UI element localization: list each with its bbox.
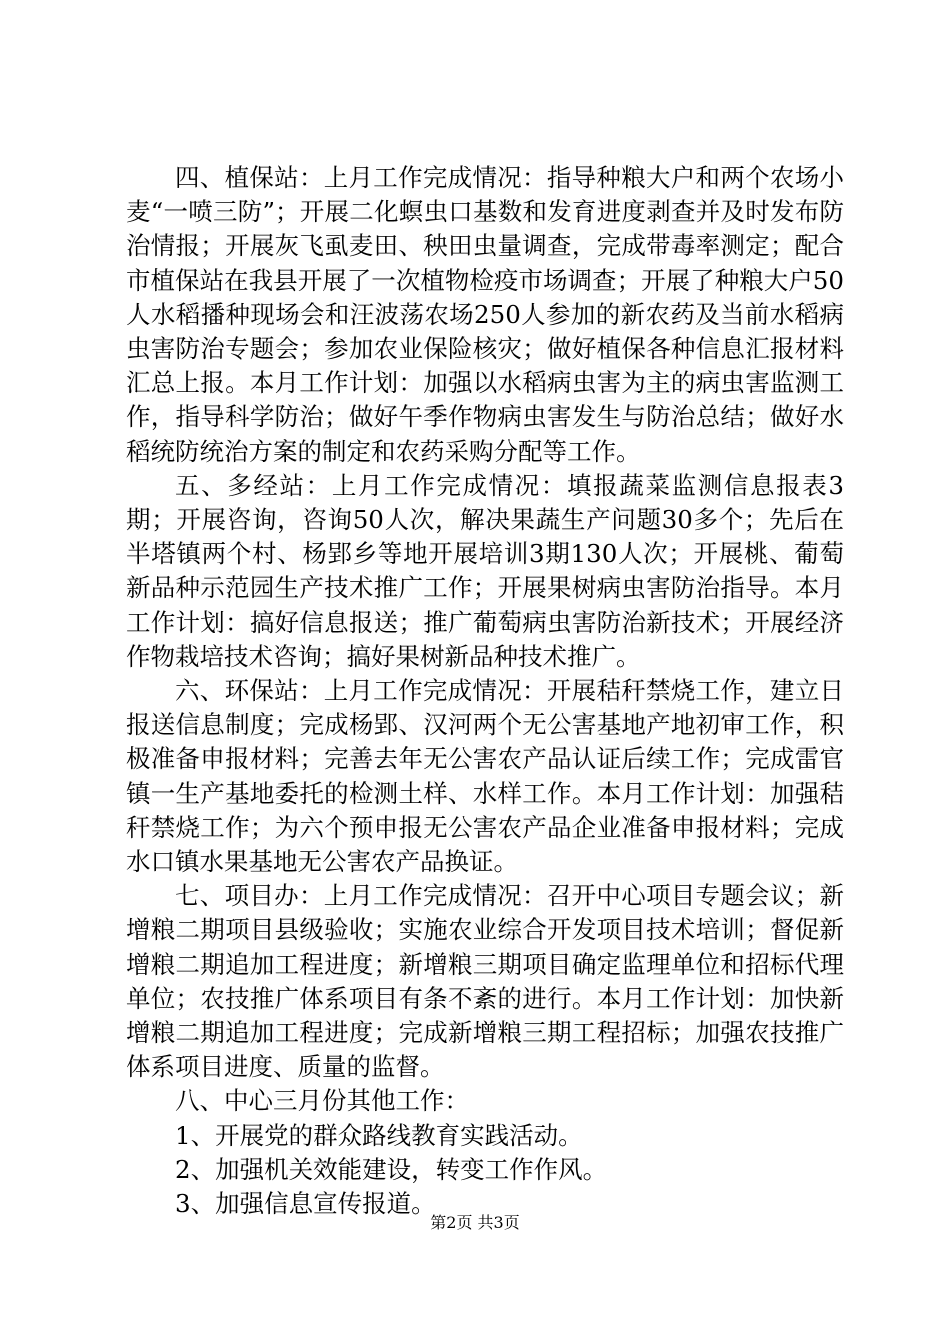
page-number-footer: 第2页 共3页 bbox=[430, 1213, 520, 1232]
paragraph-plant-protection: 四、植保站：上月工作完成情况：指导种粮大户和两个农场小麦“一喷三防”；开展二化螟虫口基数和发育进度剥查并及时发布防治情报；开展灰飞虱麦田、秧田虫量调查，完成带毒率测定；配合市植保站在我县开展了一次植物检疫市场调查；开展了种粮大户50人水稻播种现场会和汪波荡农场250人参加的新农药及当前水稻病虫害防治专题会；参加农业保险核灾；做好植保各种信息汇报材料汇总上报。本月工作计划：加强以水稻病虫害为主的病虫害监测工作，指导科学防治；做好午季作物病虫害发生与防治总结；做好水稻统防统治方案的制定和农药采购分配等工作。 bbox=[126, 163, 844, 466]
other-work-item: 1、开展党的群众路线教育实践活动。 bbox=[175, 1120, 583, 1150]
paragraph-project-office: 七、项目办：上月工作完成情况：召开中心项目专题会议；新增粮二期项目县级验收；实施农业综合开发项目技术培训；督促新增粮二期追加工程进度；新增粮三期项目确定监理单位和招标代理单位；农技推广体系项目有条不紊的进行。本月工作计划：加快新增粮二期追加工程进度；完成新增粮三期工程招标；加强农技推广体系项目进度、质量的监督。 bbox=[126, 881, 844, 1082]
document-body bbox=[126, 161, 844, 1221]
paragraph-environmental-protection: 六、环保站：上月工作完成情况：开展秸秆禁烧工作，建立日报送信息制度；完成杨郢、汉河两个无公害基地产地初审工作，积极准备申报材料；完善去年无公害农产品认证后续工作；完成雷官镇一生产基地委托的检测土样、水样工作。本月工作计划：加强秸秆禁烧工作；为六个预申报无公害农产品企业准备申报材料；完成水口镇水果基地无公害农产品换证。 bbox=[126, 676, 844, 877]
paragraph-diversified-economy: 五、多经站：上月工作完成情况：填报蔬菜监测信息报表3期；开展咨询，咨询50人次，解决果蔬生产问题30多个；先后在半塔镇两个村、杨郢乡等地开展培训3期130人次；开展桃、葡萄新品种示范园生产技术推广工作；开展果树病虫害防治指导。本月工作计划：搞好信息报送；推广葡萄病虫害防治新技术；开展经济作物栽培技术咨询；搞好果树新品种技术推广。 bbox=[126, 470, 844, 671]
other-work-item: 2、加强机关效能建设，转变工作作风。 bbox=[175, 1154, 608, 1184]
other-work-item: 3、加强信息宣传报道。 bbox=[175, 1189, 436, 1219]
other-work-heading: 八、中心三月份其他工作： bbox=[175, 1086, 469, 1116]
